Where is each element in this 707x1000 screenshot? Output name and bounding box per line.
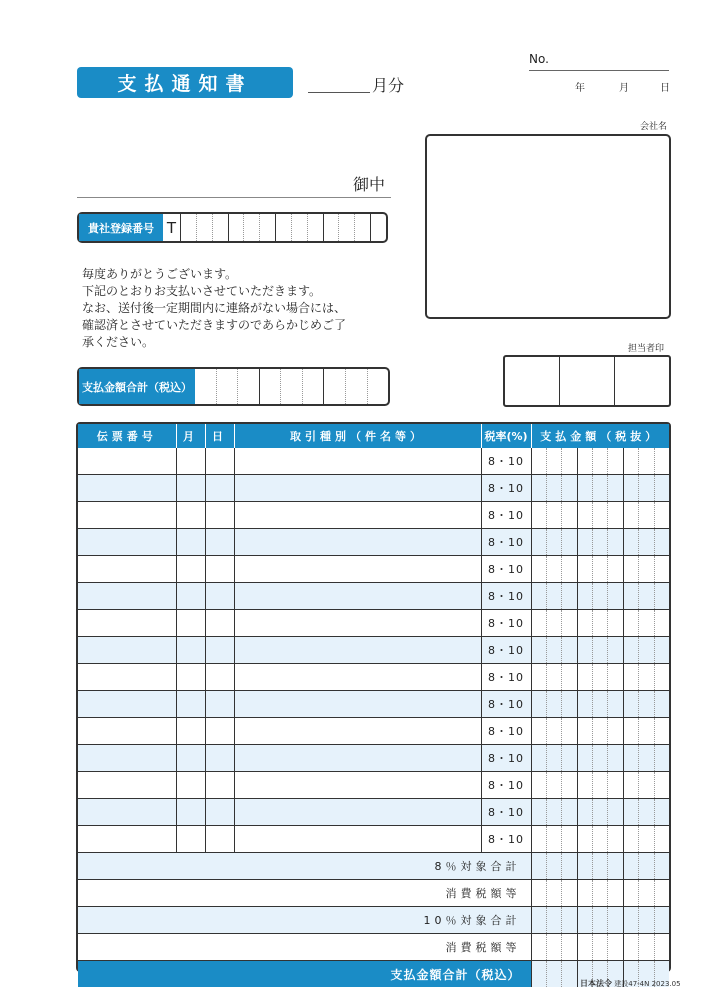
- month-cell[interactable]: [176, 826, 205, 853]
- table-row[interactable]: [78, 556, 669, 583]
- tax-rate-cell: 8・10: [481, 718, 531, 745]
- slip-no-cell[interactable]: [78, 502, 176, 529]
- tax-rate-cell: 8・10: [481, 502, 531, 529]
- day-cell[interactable]: [205, 799, 234, 826]
- slip-no-cell[interactable]: [78, 772, 176, 799]
- description-cell[interactable]: [234, 529, 481, 556]
- month-input-line[interactable]: [308, 92, 370, 93]
- registration-number-label: 貴社登録番号: [79, 214, 163, 241]
- day-cell[interactable]: [205, 637, 234, 664]
- day-cell[interactable]: [205, 475, 234, 502]
- month-cell[interactable]: [176, 691, 205, 718]
- table-row[interactable]: [78, 826, 669, 853]
- stamp-label: 担当者印: [628, 344, 665, 354]
- month-cell[interactable]: [176, 502, 205, 529]
- day-cell[interactable]: [205, 718, 234, 745]
- digit-cell[interactable]: [355, 214, 371, 241]
- description-cell[interactable]: [234, 502, 481, 529]
- table-row[interactable]: [78, 691, 669, 718]
- summary-subtotal-8-amount[interactable]: [531, 853, 669, 880]
- digit-cell[interactable]: [371, 214, 386, 241]
- recipient-suffix: 御中: [353, 175, 386, 194]
- amount-cell[interactable]: [531, 502, 669, 529]
- recipient-input-line[interactable]: [77, 197, 391, 198]
- digit-cell[interactable]: [195, 369, 217, 404]
- registration-number-field[interactable]: [77, 212, 388, 243]
- form-code: 建設47-4N 2023.05: [614, 980, 681, 988]
- digit-cell[interactable]: [213, 214, 229, 241]
- summary-tax-10-amount[interactable]: [531, 934, 669, 961]
- header-day: 日: [205, 424, 234, 448]
- description-cell[interactable]: [234, 718, 481, 745]
- summary-row: [78, 880, 669, 907]
- tax-rate-cell: 8・10: [481, 475, 531, 502]
- amount-cell[interactable]: [531, 637, 669, 664]
- table-row[interactable]: [78, 799, 669, 826]
- document-title: 支払通知書: [77, 67, 293, 98]
- slip-no-cell[interactable]: [78, 475, 176, 502]
- amount-cell[interactable]: [531, 826, 669, 853]
- number-label: No.: [529, 52, 549, 66]
- description-cell[interactable]: [234, 799, 481, 826]
- description-cell[interactable]: [234, 772, 481, 799]
- summary-row: [78, 934, 669, 961]
- amount-cell[interactable]: [531, 529, 669, 556]
- total-amount-field[interactable]: [77, 367, 390, 406]
- digit-cell[interactable]: [197, 214, 213, 241]
- tax-rate-cell: 8・10: [481, 799, 531, 826]
- header-amount: 支払金額（税抜）: [531, 424, 669, 448]
- slip-no-cell[interactable]: [78, 691, 176, 718]
- description-cell[interactable]: [234, 610, 481, 637]
- month-cell[interactable]: [176, 718, 205, 745]
- digit-cell[interactable]: [346, 369, 368, 404]
- month-cell[interactable]: [176, 772, 205, 799]
- header-slip-no: 伝票番号: [78, 424, 176, 448]
- table-row[interactable]: [78, 745, 669, 772]
- month-cell[interactable]: [176, 637, 205, 664]
- registration-prefix: T: [163, 214, 181, 241]
- month-cell[interactable]: [176, 610, 205, 637]
- digit-cell[interactable]: [260, 214, 276, 241]
- number-input-line[interactable]: [529, 70, 669, 71]
- table-row[interactable]: [78, 529, 669, 556]
- summary-row: [78, 853, 669, 880]
- table-row[interactable]: [78, 475, 669, 502]
- description-cell[interactable]: [234, 691, 481, 718]
- digit-cell[interactable]: [260, 369, 282, 404]
- tax-rate-cell: 8・10: [481, 448, 531, 475]
- stamp-cell[interactable]: [560, 357, 615, 405]
- tax-rate-cell: 8・10: [481, 529, 531, 556]
- digit-cell[interactable]: [324, 214, 340, 241]
- slip-no-cell[interactable]: [78, 718, 176, 745]
- month-cell[interactable]: [176, 583, 205, 610]
- greeting-line: 承ください。: [82, 335, 155, 349]
- digit-cell[interactable]: [368, 369, 389, 404]
- tax-rate-cell: 8・10: [481, 583, 531, 610]
- date-year-label: 年: [575, 83, 585, 94]
- amount-cell[interactable]: [531, 610, 669, 637]
- stamp-cell[interactable]: [615, 357, 669, 405]
- description-cell[interactable]: [234, 448, 481, 475]
- table-row[interactable]: [78, 637, 669, 664]
- brand-name: 日本法令: [580, 979, 612, 988]
- amount-cell[interactable]: [531, 745, 669, 772]
- month-cell[interactable]: [176, 664, 205, 691]
- description-cell[interactable]: [234, 556, 481, 583]
- slip-no-cell[interactable]: [78, 583, 176, 610]
- footer-brand: [580, 978, 681, 989]
- company-name-box[interactable]: [425, 134, 671, 319]
- total-amount-label: 支払金額合計（税込）: [79, 369, 195, 404]
- day-cell[interactable]: [205, 745, 234, 772]
- date-day-label: 日: [660, 83, 670, 94]
- amount-cell[interactable]: [531, 691, 669, 718]
- table-row[interactable]: [78, 583, 669, 610]
- description-cell[interactable]: [234, 826, 481, 853]
- grand-total-label: 支払金額合計（税込）: [78, 961, 531, 988]
- table-row[interactable]: [78, 448, 669, 475]
- slip-no-cell[interactable]: [78, 556, 176, 583]
- table-row[interactable]: [78, 502, 669, 529]
- table-header-row: [78, 424, 669, 448]
- month-cell[interactable]: [176, 448, 205, 475]
- amount-cell[interactable]: [531, 772, 669, 799]
- company-name-label: 会社名: [640, 122, 668, 132]
- summary-row: [78, 907, 669, 934]
- header-description: 取引種別（件名等）: [234, 424, 481, 448]
- day-cell[interactable]: [205, 448, 234, 475]
- tax-rate-cell: 8・10: [481, 610, 531, 637]
- digit-cell[interactable]: [181, 214, 197, 241]
- digit-cell[interactable]: [281, 369, 303, 404]
- month-cell[interactable]: [176, 556, 205, 583]
- stamp-box[interactable]: [503, 355, 671, 407]
- month-cell[interactable]: [176, 529, 205, 556]
- day-cell[interactable]: [205, 583, 234, 610]
- day-cell[interactable]: [205, 556, 234, 583]
- amount-cell[interactable]: [531, 448, 669, 475]
- day-cell[interactable]: [205, 610, 234, 637]
- slip-no-cell[interactable]: [78, 664, 176, 691]
- slip-no-cell[interactable]: [78, 826, 176, 853]
- amount-cell[interactable]: [531, 556, 669, 583]
- description-cell[interactable]: [234, 583, 481, 610]
- tax-rate-cell: 8・10: [481, 772, 531, 799]
- day-cell[interactable]: [205, 691, 234, 718]
- description-cell[interactable]: [234, 664, 481, 691]
- tax-rate-cell: 8・10: [481, 691, 531, 718]
- greeting-line: 下記のとおりお支払いさせていただきます。: [82, 284, 322, 298]
- slip-no-cell[interactable]: [78, 529, 176, 556]
- slip-no-cell[interactable]: [78, 637, 176, 664]
- digit-cell[interactable]: [308, 214, 324, 241]
- tax-rate-cell: 8・10: [481, 556, 531, 583]
- header-tax-rate: 税率(%): [481, 424, 531, 448]
- summary-subtotal-10-amount[interactable]: [531, 907, 669, 934]
- summary-tax-8-label: 消費税額等: [78, 880, 531, 907]
- table-row[interactable]: [78, 718, 669, 745]
- tax-rate-cell: 8・10: [481, 637, 531, 664]
- digit-cell[interactable]: [324, 369, 346, 404]
- digit-cell[interactable]: [229, 214, 245, 241]
- payment-table: [76, 422, 671, 982]
- greeting-line: 毎度ありがとうございます。: [82, 267, 238, 281]
- month-cell[interactable]: [176, 799, 205, 826]
- month-suffix: 月分: [372, 76, 405, 95]
- header-month: 月: [176, 424, 205, 448]
- amount-cell[interactable]: [531, 718, 669, 745]
- description-cell[interactable]: [234, 637, 481, 664]
- greeting-text: [82, 266, 422, 351]
- amount-cell[interactable]: [531, 475, 669, 502]
- tax-rate-cell: 8・10: [481, 826, 531, 853]
- table-row[interactable]: [78, 772, 669, 799]
- tax-rate-cell: 8・10: [481, 745, 531, 772]
- summary-subtotal-10-label: 10％対象合計: [78, 907, 531, 934]
- description-cell[interactable]: [234, 475, 481, 502]
- digit-cell[interactable]: [217, 369, 239, 404]
- greeting-line: なお、送付後一定期間内に連絡がない場合には、: [82, 301, 347, 315]
- summary-subtotal-8-label: 8％対象合計: [78, 853, 531, 880]
- digit-cell[interactable]: [339, 214, 355, 241]
- day-cell[interactable]: [205, 502, 234, 529]
- slip-no-cell[interactable]: [78, 610, 176, 637]
- digit-cell[interactable]: [303, 369, 325, 404]
- day-cell[interactable]: [205, 664, 234, 691]
- summary-tax-10-label: 消費税額等: [78, 934, 531, 961]
- amount-cell[interactable]: [531, 799, 669, 826]
- amount-cell[interactable]: [531, 583, 669, 610]
- description-cell[interactable]: [234, 745, 481, 772]
- month-cell[interactable]: [176, 475, 205, 502]
- slip-no-cell[interactable]: [78, 448, 176, 475]
- stamp-cell[interactable]: [505, 357, 560, 405]
- day-cell[interactable]: [205, 529, 234, 556]
- digit-cell[interactable]: [292, 214, 308, 241]
- summary-tax-8-amount[interactable]: [531, 880, 669, 907]
- table-row[interactable]: [78, 610, 669, 637]
- month-cell[interactable]: [176, 745, 205, 772]
- day-cell[interactable]: [205, 772, 234, 799]
- tax-rate-cell: 8・10: [481, 664, 531, 691]
- greeting-line: 確認済とさせていただきますのであらかじめご了: [82, 318, 347, 332]
- day-cell[interactable]: [205, 826, 234, 853]
- date-month-label: 月: [619, 83, 629, 94]
- digit-cell[interactable]: [276, 214, 292, 241]
- amount-cell[interactable]: [531, 664, 669, 691]
- digit-cell[interactable]: [244, 214, 260, 241]
- slip-no-cell[interactable]: [78, 799, 176, 826]
- slip-no-cell[interactable]: [78, 745, 176, 772]
- table-row[interactable]: [78, 664, 669, 691]
- digit-cell[interactable]: [238, 369, 260, 404]
